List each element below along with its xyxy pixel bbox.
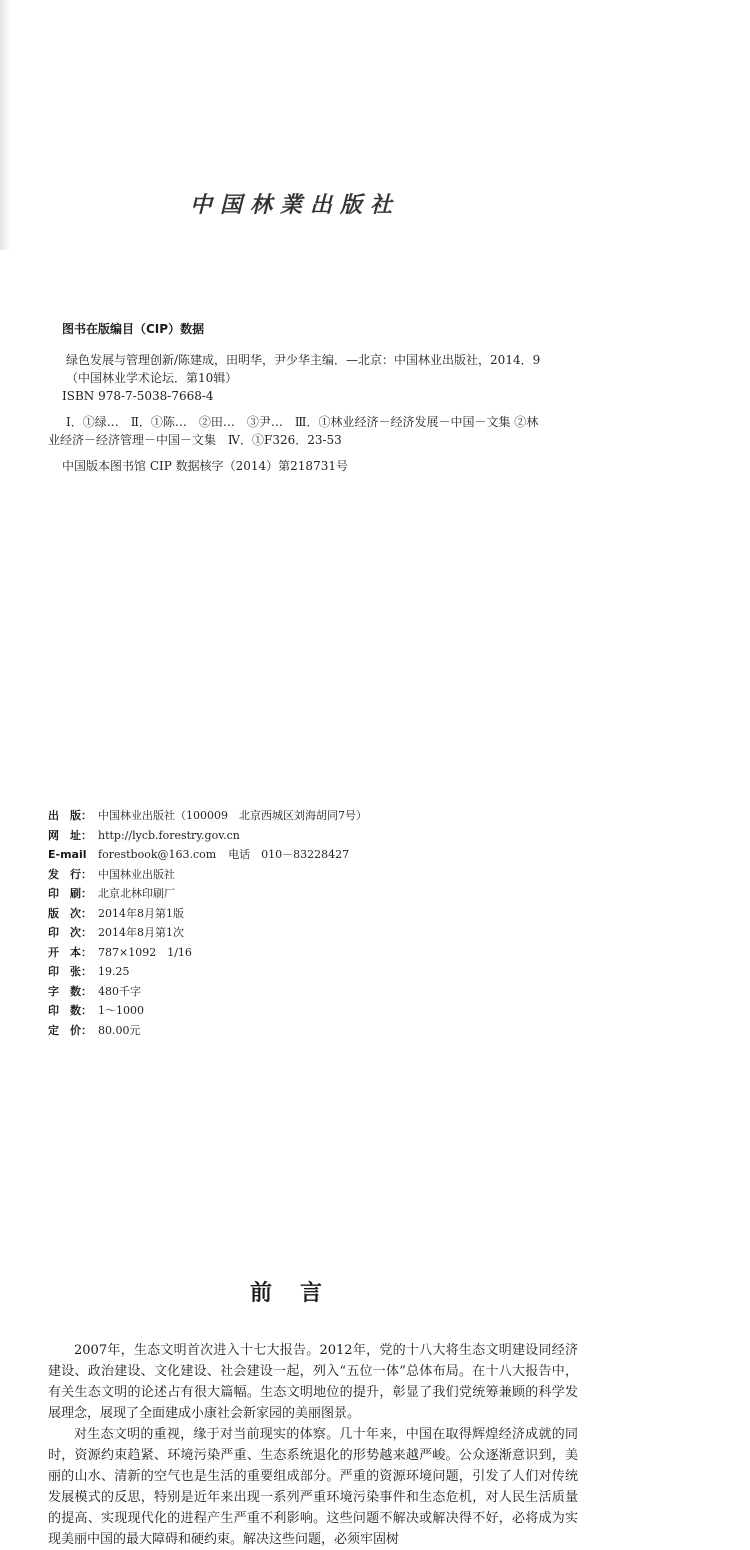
- imprint-value: 2014年8月第1次: [98, 926, 184, 939]
- imprint-row-website: [48, 826, 367, 846]
- cip-classification-line-2: 业经济－经济管理－中国－文集 Ⅳ．①F326．23-53: [48, 433, 342, 447]
- cip-classification-line-1: Ⅰ．①绿… Ⅱ．①陈… ②田… ③尹… Ⅲ．①林业经济－经济发展－中国－文集 ②林: [66, 415, 539, 429]
- imprint-row-sheets: [48, 962, 367, 982]
- imprint-value: 787×1092 1/16: [98, 945, 192, 959]
- imprint-row-email: [48, 845, 367, 865]
- imprint-value: 80.00元: [98, 1023, 141, 1037]
- preface-paragraph: 对生态文明的重视，缘于对当前现实的体察。几十年来，中国在取得辉煌经济成就的同时，资源约束趋紧、环境污染严重、生态系统退化的形势越来越严峻。公众逐渐意识到，美丽的山水、清新的空气也是生活的重要组成部分。严重的资源环境问题，引发了人们对传统发展模式的反思，特别是近年来出现一系列严重环境污染事件和生态危机，对人民生活质量的提高、实现现代化的进程产生严重不利影响。这些问题不解决或解决得不好，必将成为实现美丽中国的最大障碍和硬约束。解决这些问题，必须牢固树: [48, 1427, 578, 1547]
- imprint-label: 印 数：: [48, 1004, 92, 1017]
- cip-data-block: [48, 320, 622, 475]
- preface-body: [48, 1340, 578, 1550]
- cip-gap: [62, 449, 622, 457]
- page-edge-shadow: [0, 0, 10, 250]
- cip-title: 图书在版编目（CIP）数据: [62, 322, 205, 336]
- imprint-value: 北京北林印刷厂: [98, 887, 175, 900]
- imprint-label: 字 数：: [48, 984, 92, 998]
- imprint-row-word-count: [48, 982, 367, 1002]
- publisher-logo: 中国林業出版社: [190, 192, 401, 218]
- cip-isbn: ISBN 978-7-5038-7668-4: [62, 389, 214, 403]
- imprint-label: 发 行：: [48, 867, 92, 881]
- imprint-label: 印 次：: [48, 926, 92, 939]
- imprint-label: 网 址：: [48, 828, 92, 842]
- imprint-label: 印 刷：: [48, 887, 92, 900]
- imprint-row-impression: [48, 923, 367, 943]
- imprint-label: E-mail: [48, 848, 87, 861]
- cip-bibliographic-line: 绿色发展与管理创新/陈建成，田明华，尹少华主编．—北京：中国林业出版社，2014．9: [66, 353, 541, 367]
- imprint-value: 中国林业出版社: [98, 867, 175, 881]
- imprint-row-edition: [48, 904, 367, 924]
- preface-paragraph: 2007年，生态文明首次进入十七大报告。2012年，党的十八大将生态文明建设同经济建设、政治建设、文化建设、社会建设一起，列入“五位一体”总体布局。在十八大报告中，有关生态文明的论述占有很大篇幅。生态文明地位的提升，彰显了我们党统筹兼顾的科学发展理念，展现了全面建成小康社会新家园的美丽图景。: [48, 1343, 578, 1421]
- imprint-value: 2014年8月第1版: [98, 906, 184, 920]
- cip-number: 中国版本图书馆 CIP 数据核字（2014）第218731号: [62, 459, 348, 473]
- imprint-row-price: [48, 1021, 367, 1041]
- imprint-row-printer: [48, 884, 367, 904]
- imprint-value: 1～1000: [98, 1004, 144, 1017]
- cip-series-line: （中国林业学术论坛．第10辑）: [66, 371, 238, 385]
- imprint-row-distributor: [48, 865, 367, 885]
- imprint-value: http://lycb.forestry.gov.cn: [98, 828, 240, 842]
- imprint-value: 480千字: [98, 984, 141, 998]
- imprint-row-print-run: [48, 1001, 367, 1021]
- imprint-phone: 电话 010－83228427: [228, 848, 350, 861]
- imprint-label: 开 本：: [48, 945, 92, 959]
- imprint-value: 中国林业出版社（100009 北京西城区刘海胡同7号）: [98, 809, 367, 822]
- imprint-label: 印 张：: [48, 965, 92, 978]
- cip-classification: [48, 413, 622, 449]
- imprint-label: 出 版：: [48, 809, 92, 822]
- imprint-label: 定 价：: [48, 1023, 92, 1037]
- imprint-block: [48, 806, 367, 1040]
- imprint-row-publisher: [48, 806, 367, 826]
- imprint-label: 版 次：: [48, 906, 92, 920]
- preface-title: 前言: [249, 1280, 350, 1306]
- imprint-row-format: [48, 943, 367, 963]
- cip-gap: [62, 405, 622, 413]
- imprint-value: 19.25: [98, 965, 130, 978]
- imprint-value: forestbook@163.com: [98, 848, 217, 861]
